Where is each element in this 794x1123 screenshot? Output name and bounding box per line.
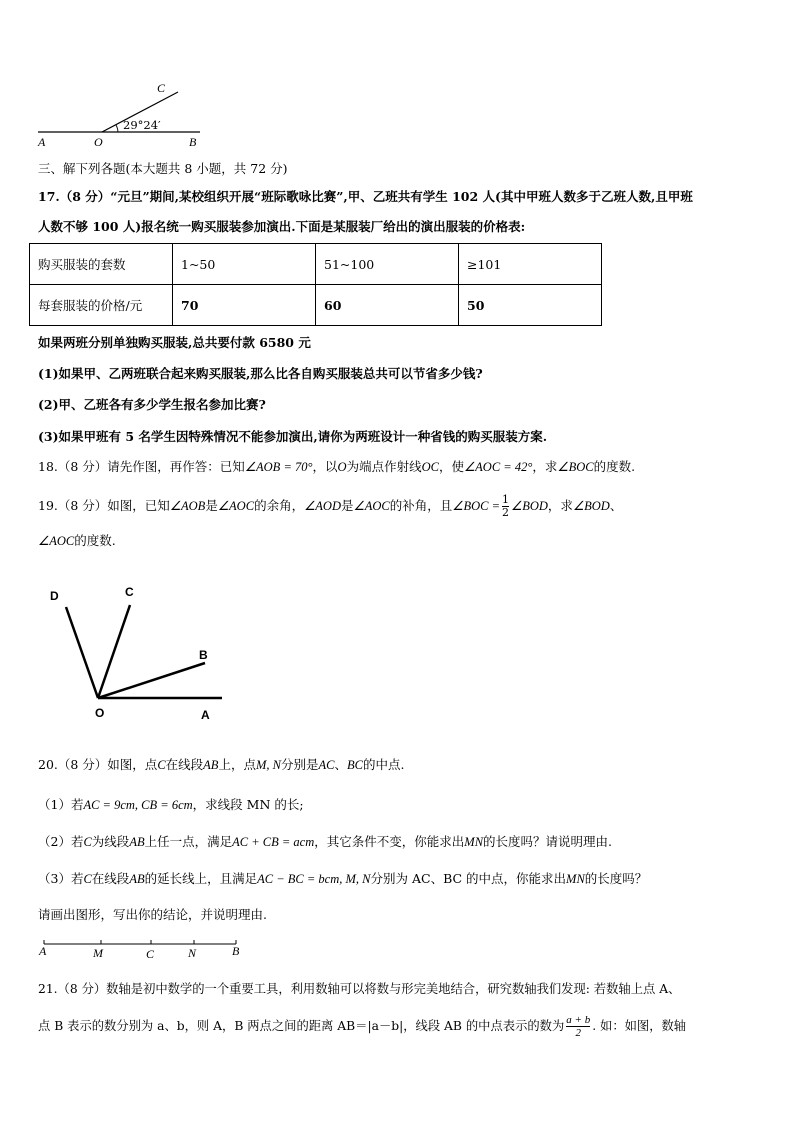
fig3-label-c: C <box>146 947 155 961</box>
q17-line-2: 人数不够 100 人)报名统一购买服装参加演出.下面是某服装厂给出的演出服装的价格表: <box>38 219 526 234</box>
q20-math: AC + CB = acm <box>232 835 315 849</box>
q18-text: ，求 <box>532 459 558 474</box>
fraction-denominator: 2 <box>566 1026 590 1039</box>
q19-text: ，求 <box>547 498 573 513</box>
table-cell: 51~100 <box>316 244 459 285</box>
q20-text: 的延长线上，且满足 <box>144 871 258 886</box>
q19-math: ∠AOB <box>169 499 206 513</box>
q19-math: ∠AOC <box>38 534 75 548</box>
q20-math: MN <box>566 872 585 886</box>
q20-text: 在线段 <box>91 871 130 886</box>
q19-text: 是 <box>205 498 218 513</box>
q19-fraction <box>502 494 509 519</box>
table-cell: 购买服装的套数 <box>30 244 173 285</box>
q20-text: （1）若 <box>38 797 84 812</box>
fig2-label-a: A <box>201 708 210 722</box>
q20-math: C <box>83 872 92 886</box>
fig1-label-b: B <box>189 135 197 149</box>
q19-text: 是 <box>340 498 354 513</box>
q20-sub-1 <box>38 796 304 814</box>
fig3-label-b: B <box>232 944 240 958</box>
fig2-label-b: B <box>199 648 208 662</box>
q17-sub-2: (2)甲、乙班各有多少学生报名参加比赛? <box>38 397 266 412</box>
section-3-title: 三、解下列各题(本大题共 8 小题，共 72 分) <box>38 161 288 176</box>
q19-text: 的余角， <box>254 498 305 513</box>
q20-header <box>38 756 404 774</box>
fig1-angle-value: 29°24′ <box>123 118 161 132</box>
q20-math: BC <box>346 758 363 772</box>
q20-text: 上任一点，满足 <box>144 834 233 849</box>
q20-math: AC = 9cm, CB = 6cm <box>83 798 193 812</box>
q20-text: ，其它条件不变，你能求出 <box>314 834 465 849</box>
q20-math: AB <box>129 835 145 849</box>
q20-math: AC − BC = bcm, M, N <box>257 872 371 886</box>
q18-text: 18.（8 分）请先作图，再作答：已知 <box>38 459 245 474</box>
segment-figure-amcnb <box>40 935 240 951</box>
q20-math: M, N <box>255 758 281 772</box>
q19-math: ∠AOC <box>353 499 390 513</box>
table-cell: 50 <box>459 285 602 326</box>
q20-text: 分别是 <box>280 757 319 772</box>
fig2-label-o: O <box>95 706 105 720</box>
table-cell: 每套服装的价格/元 <box>30 285 173 326</box>
q20-text: （2）若 <box>38 834 84 849</box>
q20-sub-3 <box>38 870 647 888</box>
q19-text: 的补角，且 <box>389 498 453 513</box>
q21-text: . 如：如图，数轴 <box>592 1019 687 1033</box>
q19-math: ∠AOD <box>304 499 341 513</box>
q17-line-1: 17.（8 分）“元旦”期间,某校组织开展“班际歌咏比赛”,甲、乙班共有学生 102 人(其中甲班人数多于乙班人数,且甲班 <box>38 189 693 204</box>
fig1-label-a: A <box>38 135 46 149</box>
q20-sub-2 <box>38 833 612 851</box>
q21-text: 点 B 表示的数分别为 a、b，则 A，B 两点之间的距离 AB＝|a－b|，线段 AB 的中点表示的数为 <box>38 1019 565 1033</box>
q19-math: ∠AOC <box>217 499 255 513</box>
fig1-label-o: O <box>94 135 103 149</box>
q21-fraction <box>566 1014 590 1039</box>
q18-line <box>38 458 635 476</box>
q20-sub-3-line-2: 请画出图形，写出你的结论，并说明理由. <box>38 907 267 922</box>
q20-text: 、 <box>334 757 347 772</box>
q19-math: ∠BOC = <box>452 499 501 513</box>
q20-math: AB <box>203 758 219 772</box>
q21-line-1: 21.（8 分）数轴是初中数学的一个重要工具，利用数轴可以将数与形完美地结合，研究数轴我们发现: 若数轴上点 A、 <box>38 982 681 996</box>
q17-sub-3: (3)如果甲班有 5 名学生因特殊情况不能参加演出,请你为两班设计一种省钱的购买服装方案. <box>38 429 548 444</box>
fraction-denominator: 2 <box>502 506 510 519</box>
fraction-numerator: a + b <box>566 1014 591 1026</box>
q18-text: ，使 <box>438 459 464 474</box>
q21-line-2 <box>38 1014 686 1039</box>
q18-math: ∠AOC = 42° <box>463 460 533 474</box>
q20-text: 的中点. <box>362 757 405 772</box>
q19-math: ∠BOD <box>572 499 610 513</box>
q19-text: 19.（8 分）如图，已知 <box>38 498 170 513</box>
fig3-label-a: A <box>39 944 47 958</box>
q18-text: 的度数. <box>593 459 636 474</box>
q20-text: ，求线段 MN 的长; <box>192 797 304 812</box>
fig2-label-d: D <box>50 589 59 603</box>
fig2-label-c: C <box>125 585 134 599</box>
table-cell: 70 <box>173 285 316 326</box>
table-cell: 1~50 <box>173 244 316 285</box>
fig3-label-m: M <box>93 946 103 960</box>
q19-text: 、 <box>609 498 623 513</box>
q18-text: ，以 <box>312 459 338 474</box>
q20-text: 的长度吗？请说明理由. <box>483 834 613 849</box>
table-row <box>30 285 602 326</box>
q18-text: 为端点作射线 <box>346 459 422 474</box>
q19-math: ∠BOD <box>511 499 548 513</box>
q20-math: C <box>157 758 166 772</box>
q20-text: 在线段 <box>165 757 204 772</box>
q18-math: O <box>337 460 347 474</box>
table-row <box>30 244 602 285</box>
q18-math: ∠AOB = 70° <box>244 460 313 474</box>
q20-text: （3）若 <box>38 871 84 886</box>
q19-text: 的度数. <box>74 533 116 548</box>
q20-math: C <box>83 835 92 849</box>
q20-text: 20.（8 分）如图，点 <box>38 757 158 772</box>
fig1-label-c: C <box>157 81 166 95</box>
q20-math: AC <box>318 758 335 772</box>
fraction-numerator: 1 <box>502 493 510 506</box>
q20-math: MN <box>464 835 484 849</box>
fig3-label-n: N <box>188 946 197 960</box>
table-cell: 60 <box>316 285 459 326</box>
q19-line-2 <box>38 532 116 550</box>
q20-text: 的长度吗？ <box>584 871 648 886</box>
q18-math: ∠BOC <box>557 460 594 474</box>
table-cell: ≥101 <box>459 244 602 285</box>
q20-text: 分别为 AC、BC 的中点，你能求出 <box>370 871 567 886</box>
q20-text: 上，点 <box>218 757 256 772</box>
angle-figure-aoc <box>30 78 210 150</box>
q17-line-3: 如果两班分别单独购买服装,总共要付款 6580 元 <box>38 335 311 350</box>
q18-math: OC <box>421 460 439 474</box>
q17-sub-1: (1)如果甲、乙两班联合起来购买服装,那么比各自购买服装总共可以节省多少钱? <box>38 366 483 381</box>
price-table <box>29 243 602 326</box>
q19-line-1 <box>38 494 622 519</box>
q20-math: AB <box>129 872 145 886</box>
q20-text: 为线段 <box>91 834 130 849</box>
